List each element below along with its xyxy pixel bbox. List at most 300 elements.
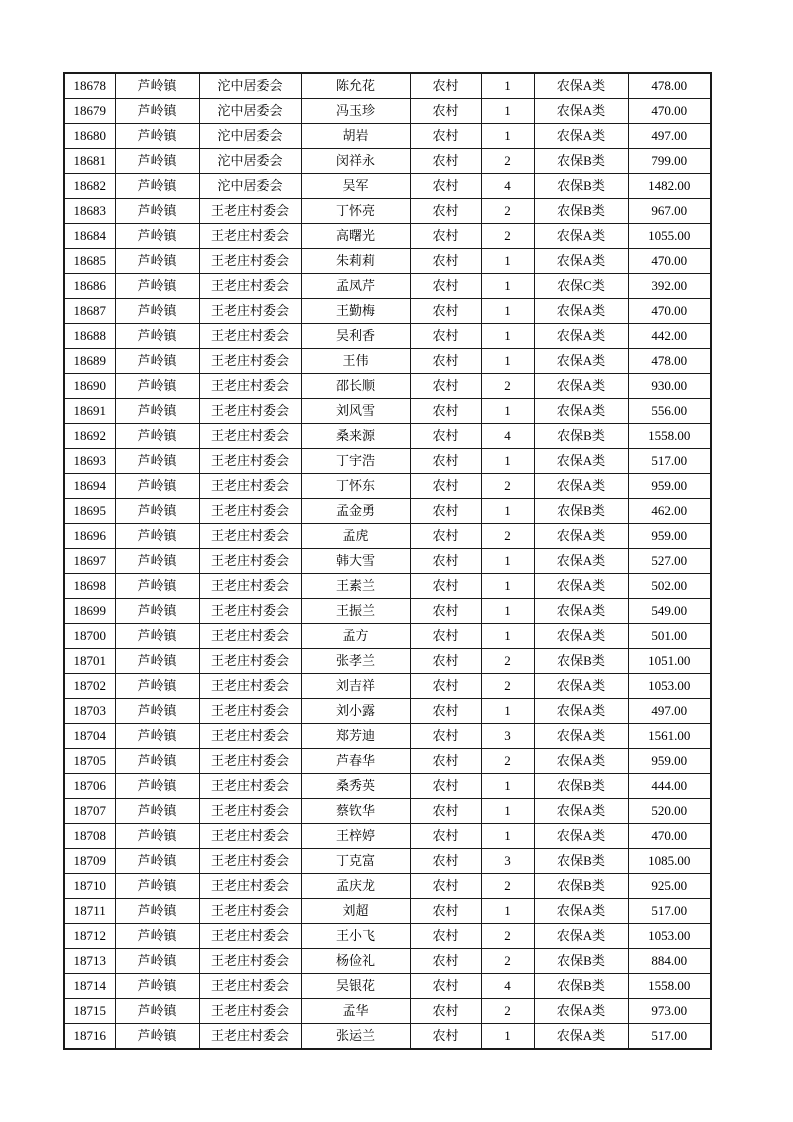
- cell-sequence-number: 18701: [64, 649, 115, 674]
- cell-person-name: 韩大雪: [301, 549, 410, 574]
- table-row: [64, 899, 711, 924]
- cell-person-count: 1: [481, 599, 534, 624]
- cell-insurance-category: 农保A类: [534, 999, 628, 1024]
- cell-person-count: 2: [481, 924, 534, 949]
- cell-insurance-category: 农保A类: [534, 349, 628, 374]
- cell-person-count: 1: [481, 73, 534, 99]
- cell-person-count: 1: [481, 1024, 534, 1050]
- cell-sequence-number: 18696: [64, 524, 115, 549]
- cell-amount: 1085.00: [628, 849, 711, 874]
- cell-residence-type: 农村: [410, 749, 481, 774]
- table-row: [64, 924, 711, 949]
- cell-village-committee: 王老庄村委会: [199, 699, 301, 724]
- cell-town: 芦岭镇: [115, 499, 199, 524]
- cell-amount: 497.00: [628, 699, 711, 724]
- cell-sequence-number: 18678: [64, 73, 115, 99]
- cell-person-count: 1: [481, 574, 534, 599]
- cell-insurance-category: 农保A类: [534, 724, 628, 749]
- cell-village-committee: 王老庄村委会: [199, 324, 301, 349]
- cell-village-committee: 王老庄村委会: [199, 724, 301, 749]
- cell-amount: 501.00: [628, 624, 711, 649]
- cell-insurance-category: 农保A类: [534, 1024, 628, 1050]
- cell-person-name: 刘超: [301, 899, 410, 924]
- cell-town: 芦岭镇: [115, 599, 199, 624]
- cell-town: 芦岭镇: [115, 749, 199, 774]
- cell-person-name: 邵长顺: [301, 374, 410, 399]
- cell-person-count: 1: [481, 774, 534, 799]
- cell-person-name: 孟方: [301, 624, 410, 649]
- cell-amount: 973.00: [628, 999, 711, 1024]
- cell-village-committee: 王老庄村委会: [199, 924, 301, 949]
- cell-person-name: 刘吉祥: [301, 674, 410, 699]
- cell-amount: 502.00: [628, 574, 711, 599]
- cell-amount: 442.00: [628, 324, 711, 349]
- cell-person-name: 陈允花: [301, 73, 410, 99]
- cell-insurance-category: 农保A类: [534, 699, 628, 724]
- cell-town: 芦岭镇: [115, 899, 199, 924]
- cell-person-count: 1: [481, 499, 534, 524]
- cell-person-count: 2: [481, 649, 534, 674]
- cell-insurance-category: 农保A类: [534, 524, 628, 549]
- cell-sequence-number: 18695: [64, 499, 115, 524]
- table-row: [64, 449, 711, 474]
- cell-sequence-number: 18680: [64, 124, 115, 149]
- cell-person-name: 蔡钦华: [301, 799, 410, 824]
- cell-insurance-category: 农保A类: [534, 799, 628, 824]
- cell-residence-type: 农村: [410, 99, 481, 124]
- cell-person-count: 1: [481, 624, 534, 649]
- cell-residence-type: 农村: [410, 674, 481, 699]
- cell-residence-type: 农村: [410, 849, 481, 874]
- cell-sequence-number: 18715: [64, 999, 115, 1024]
- table-row: [64, 974, 711, 999]
- cell-town: 芦岭镇: [115, 224, 199, 249]
- cell-residence-type: 农村: [410, 349, 481, 374]
- cell-residence-type: 农村: [410, 524, 481, 549]
- cell-insurance-category: 农保B类: [534, 199, 628, 224]
- cell-insurance-category: 农保A类: [534, 374, 628, 399]
- cell-amount: 967.00: [628, 199, 711, 224]
- cell-residence-type: 农村: [410, 899, 481, 924]
- cell-person-count: 1: [481, 799, 534, 824]
- cell-residence-type: 农村: [410, 449, 481, 474]
- cell-residence-type: 农村: [410, 224, 481, 249]
- cell-residence-type: 农村: [410, 499, 481, 524]
- cell-insurance-category: 农保B类: [534, 774, 628, 799]
- cell-person-name: 王勤梅: [301, 299, 410, 324]
- table-row: [64, 73, 711, 99]
- cell-town: 芦岭镇: [115, 549, 199, 574]
- cell-amount: 462.00: [628, 499, 711, 524]
- cell-person-count: 1: [481, 299, 534, 324]
- cell-town: 芦岭镇: [115, 374, 199, 399]
- cell-amount: 959.00: [628, 474, 711, 499]
- cell-village-committee: 王老庄村委会: [199, 449, 301, 474]
- cell-insurance-category: 农保A类: [534, 99, 628, 124]
- table-row: [64, 474, 711, 499]
- cell-insurance-category: 农保A类: [534, 449, 628, 474]
- cell-town: 芦岭镇: [115, 524, 199, 549]
- cell-amount: 556.00: [628, 399, 711, 424]
- cell-person-count: 2: [481, 374, 534, 399]
- cell-insurance-category: 农保A类: [534, 124, 628, 149]
- cell-person-name: 孟庆龙: [301, 874, 410, 899]
- cell-village-committee: 王老庄村委会: [199, 499, 301, 524]
- cell-residence-type: 农村: [410, 124, 481, 149]
- cell-person-count: 2: [481, 524, 534, 549]
- cell-insurance-category: 农保A类: [534, 624, 628, 649]
- cell-person-name: 桑来源: [301, 424, 410, 449]
- cell-residence-type: 农村: [410, 624, 481, 649]
- cell-town: 芦岭镇: [115, 674, 199, 699]
- cell-residence-type: 农村: [410, 374, 481, 399]
- cell-sequence-number: 18700: [64, 624, 115, 649]
- cell-person-count: 1: [481, 274, 534, 299]
- cell-sequence-number: 18682: [64, 174, 115, 199]
- cell-village-committee: 王老庄村委会: [199, 874, 301, 899]
- cell-insurance-category: 农保B类: [534, 499, 628, 524]
- table-row: [64, 999, 711, 1024]
- cell-town: 芦岭镇: [115, 73, 199, 99]
- cell-person-count: 4: [481, 174, 534, 199]
- cell-residence-type: 农村: [410, 474, 481, 499]
- cell-sequence-number: 18686: [64, 274, 115, 299]
- table-row: [64, 649, 711, 674]
- table-row: [64, 774, 711, 799]
- table-row: [64, 374, 711, 399]
- cell-insurance-category: 农保A类: [534, 73, 628, 99]
- cell-amount: 1558.00: [628, 424, 711, 449]
- cell-insurance-category: 农保B类: [534, 174, 628, 199]
- cell-person-name: 王伟: [301, 349, 410, 374]
- cell-person-count: 2: [481, 949, 534, 974]
- cell-insurance-category: 农保A类: [534, 924, 628, 949]
- cell-person-name: 张孝兰: [301, 649, 410, 674]
- cell-village-committee: 王老庄村委会: [199, 374, 301, 399]
- cell-person-name: 丁克富: [301, 849, 410, 874]
- cell-insurance-category: 农保B类: [534, 849, 628, 874]
- table-row: [64, 349, 711, 374]
- cell-village-committee: 王老庄村委会: [199, 824, 301, 849]
- cell-residence-type: 农村: [410, 324, 481, 349]
- table-row: [64, 574, 711, 599]
- cell-insurance-category: 农保B类: [534, 424, 628, 449]
- cell-amount: 478.00: [628, 73, 711, 99]
- cell-village-committee: 沱中居委会: [199, 174, 301, 199]
- cell-person-name: 王振兰: [301, 599, 410, 624]
- cell-insurance-category: 农保B类: [534, 949, 628, 974]
- cell-person-count: 1: [481, 399, 534, 424]
- cell-sequence-number: 18684: [64, 224, 115, 249]
- cell-village-committee: 王老庄村委会: [199, 799, 301, 824]
- table-body: [64, 73, 711, 1049]
- cell-residence-type: 农村: [410, 649, 481, 674]
- cell-insurance-category: 农保A类: [534, 399, 628, 424]
- cell-amount: 470.00: [628, 99, 711, 124]
- table-row: [64, 399, 711, 424]
- cell-village-committee: 王老庄村委会: [199, 999, 301, 1024]
- cell-residence-type: 农村: [410, 599, 481, 624]
- cell-person-name: 胡岩: [301, 124, 410, 149]
- table-row: [64, 624, 711, 649]
- cell-amount: 549.00: [628, 599, 711, 624]
- table-row: [64, 874, 711, 899]
- cell-person-name: 孟华: [301, 999, 410, 1024]
- cell-town: 芦岭镇: [115, 624, 199, 649]
- cell-sequence-number: 18679: [64, 99, 115, 124]
- cell-sequence-number: 18691: [64, 399, 115, 424]
- cell-person-name: 吴军: [301, 174, 410, 199]
- cell-village-committee: 王老庄村委会: [199, 674, 301, 699]
- cell-person-name: 朱莉莉: [301, 249, 410, 274]
- cell-person-name: 郑芳迪: [301, 724, 410, 749]
- cell-person-count: 1: [481, 824, 534, 849]
- cell-person-count: 2: [481, 999, 534, 1024]
- cell-person-name: 王梓婷: [301, 824, 410, 849]
- cell-residence-type: 农村: [410, 1024, 481, 1050]
- cell-person-count: 2: [481, 149, 534, 174]
- table-row: [64, 674, 711, 699]
- cell-person-count: 1: [481, 699, 534, 724]
- cell-residence-type: 农村: [410, 799, 481, 824]
- cell-sequence-number: 18694: [64, 474, 115, 499]
- table-row: [64, 199, 711, 224]
- cell-town: 芦岭镇: [115, 699, 199, 724]
- cell-village-committee: 王老庄村委会: [199, 524, 301, 549]
- cell-amount: 1051.00: [628, 649, 711, 674]
- cell-residence-type: 农村: [410, 724, 481, 749]
- cell-residence-type: 农村: [410, 699, 481, 724]
- cell-person-count: 4: [481, 974, 534, 999]
- cell-amount: 520.00: [628, 799, 711, 824]
- cell-amount: 959.00: [628, 749, 711, 774]
- cell-sequence-number: 18716: [64, 1024, 115, 1050]
- cell-insurance-category: 农保A类: [534, 824, 628, 849]
- cell-insurance-category: 农保A类: [534, 299, 628, 324]
- table-row: [64, 724, 711, 749]
- cell-village-committee: 王老庄村委会: [199, 974, 301, 999]
- cell-amount: 925.00: [628, 874, 711, 899]
- table-row: [64, 224, 711, 249]
- cell-person-count: 4: [481, 424, 534, 449]
- cell-sequence-number: 18685: [64, 249, 115, 274]
- cell-amount: 517.00: [628, 449, 711, 474]
- cell-residence-type: 农村: [410, 299, 481, 324]
- cell-sequence-number: 18692: [64, 424, 115, 449]
- cell-village-committee: 沱中居委会: [199, 99, 301, 124]
- cell-sequence-number: 18710: [64, 874, 115, 899]
- cell-sequence-number: 18697: [64, 549, 115, 574]
- cell-sequence-number: 18708: [64, 824, 115, 849]
- cell-residence-type: 农村: [410, 149, 481, 174]
- cell-village-committee: 沱中居委会: [199, 124, 301, 149]
- table-row: [64, 299, 711, 324]
- cell-sequence-number: 18707: [64, 799, 115, 824]
- cell-insurance-category: 农保A类: [534, 249, 628, 274]
- cell-amount: 1053.00: [628, 674, 711, 699]
- cell-residence-type: 农村: [410, 574, 481, 599]
- cell-sequence-number: 18709: [64, 849, 115, 874]
- cell-person-name: 刘风雪: [301, 399, 410, 424]
- cell-residence-type: 农村: [410, 199, 481, 224]
- cell-village-committee: 王老庄村委会: [199, 749, 301, 774]
- cell-amount: 517.00: [628, 1024, 711, 1050]
- cell-village-committee: 沱中居委会: [199, 73, 301, 99]
- cell-person-count: 1: [481, 249, 534, 274]
- cell-village-committee: 王老庄村委会: [199, 199, 301, 224]
- cell-insurance-category: 农保B类: [534, 874, 628, 899]
- cell-town: 芦岭镇: [115, 849, 199, 874]
- cell-person-count: 2: [481, 224, 534, 249]
- cell-village-committee: 王老庄村委会: [199, 349, 301, 374]
- table-row: [64, 424, 711, 449]
- table-row: [64, 1024, 711, 1050]
- cell-insurance-category: 农保A类: [534, 574, 628, 599]
- cell-amount: 799.00: [628, 149, 711, 174]
- cell-sequence-number: 18712: [64, 924, 115, 949]
- cell-village-committee: 王老庄村委会: [199, 299, 301, 324]
- cell-town: 芦岭镇: [115, 774, 199, 799]
- cell-town: 芦岭镇: [115, 324, 199, 349]
- cell-village-committee: 王老庄村委会: [199, 224, 301, 249]
- cell-person-count: 2: [481, 674, 534, 699]
- cell-sequence-number: 18683: [64, 199, 115, 224]
- cell-residence-type: 农村: [410, 999, 481, 1024]
- cell-town: 芦岭镇: [115, 199, 199, 224]
- table-row: [64, 274, 711, 299]
- cell-person-name: 丁怀东: [301, 474, 410, 499]
- cell-sequence-number: 18711: [64, 899, 115, 924]
- cell-person-name: 王素兰: [301, 574, 410, 599]
- cell-residence-type: 农村: [410, 274, 481, 299]
- cell-sequence-number: 18705: [64, 749, 115, 774]
- table-row: [64, 99, 711, 124]
- cell-residence-type: 农村: [410, 249, 481, 274]
- cell-village-committee: 王老庄村委会: [199, 574, 301, 599]
- cell-insurance-category: 农保A类: [534, 599, 628, 624]
- cell-residence-type: 农村: [410, 949, 481, 974]
- cell-sequence-number: 18702: [64, 674, 115, 699]
- cell-town: 芦岭镇: [115, 999, 199, 1024]
- cell-amount: 470.00: [628, 249, 711, 274]
- table-row: [64, 499, 711, 524]
- cell-person-name: 桑秀英: [301, 774, 410, 799]
- cell-amount: 517.00: [628, 899, 711, 924]
- cell-insurance-category: 农保A类: [534, 474, 628, 499]
- cell-town: 芦岭镇: [115, 349, 199, 374]
- cell-person-count: 3: [481, 849, 534, 874]
- cell-village-committee: 王老庄村委会: [199, 949, 301, 974]
- cell-person-name: 孟金勇: [301, 499, 410, 524]
- table-row: [64, 799, 711, 824]
- cell-person-count: 1: [481, 324, 534, 349]
- cell-amount: 1055.00: [628, 224, 711, 249]
- cell-town: 芦岭镇: [115, 424, 199, 449]
- cell-person-count: 1: [481, 449, 534, 474]
- cell-residence-type: 农村: [410, 174, 481, 199]
- cell-person-name: 高曙光: [301, 224, 410, 249]
- cell-person-name: 张运兰: [301, 1024, 410, 1050]
- cell-insurance-category: 农保B类: [534, 649, 628, 674]
- cell-town: 芦岭镇: [115, 249, 199, 274]
- cell-person-name: 冯玉珍: [301, 99, 410, 124]
- cell-person-count: 2: [481, 199, 534, 224]
- cell-person-name: 刘小露: [301, 699, 410, 724]
- cell-person-name: 芦春华: [301, 749, 410, 774]
- cell-person-count: 1: [481, 349, 534, 374]
- cell-village-committee: 王老庄村委会: [199, 849, 301, 874]
- cell-person-name: 丁怀亮: [301, 199, 410, 224]
- cell-person-count: 1: [481, 99, 534, 124]
- cell-sequence-number: 18689: [64, 349, 115, 374]
- cell-amount: 930.00: [628, 374, 711, 399]
- table-row: [64, 599, 711, 624]
- cell-person-count: 1: [481, 124, 534, 149]
- cell-amount: 1561.00: [628, 724, 711, 749]
- cell-sequence-number: 18690: [64, 374, 115, 399]
- table-row: [64, 849, 711, 874]
- cell-town: 芦岭镇: [115, 149, 199, 174]
- cell-town: 芦岭镇: [115, 949, 199, 974]
- cell-sequence-number: 18681: [64, 149, 115, 174]
- cell-sequence-number: 18714: [64, 974, 115, 999]
- cell-village-committee: 王老庄村委会: [199, 774, 301, 799]
- cell-town: 芦岭镇: [115, 724, 199, 749]
- cell-village-committee: 王老庄村委会: [199, 624, 301, 649]
- cell-person-count: 1: [481, 549, 534, 574]
- cell-amount: 884.00: [628, 949, 711, 974]
- cell-residence-type: 农村: [410, 424, 481, 449]
- cell-village-committee: 王老庄村委会: [199, 399, 301, 424]
- cell-town: 芦岭镇: [115, 924, 199, 949]
- benefit-table: [63, 72, 712, 1050]
- cell-sequence-number: 18704: [64, 724, 115, 749]
- cell-village-committee: 王老庄村委会: [199, 1024, 301, 1050]
- cell-town: 芦岭镇: [115, 799, 199, 824]
- cell-sequence-number: 18699: [64, 599, 115, 624]
- cell-sequence-number: 18706: [64, 774, 115, 799]
- cell-town: 芦岭镇: [115, 449, 199, 474]
- cell-village-committee: 王老庄村委会: [199, 549, 301, 574]
- cell-town: 芦岭镇: [115, 649, 199, 674]
- cell-person-name: 王小飞: [301, 924, 410, 949]
- cell-person-count: 2: [481, 749, 534, 774]
- cell-village-committee: 沱中居委会: [199, 149, 301, 174]
- cell-person-name: 闵祥永: [301, 149, 410, 174]
- cell-person-count: 2: [481, 874, 534, 899]
- cell-sequence-number: 18688: [64, 324, 115, 349]
- cell-amount: 1558.00: [628, 974, 711, 999]
- cell-town: 芦岭镇: [115, 274, 199, 299]
- table-row: [64, 149, 711, 174]
- cell-amount: 444.00: [628, 774, 711, 799]
- cell-amount: 527.00: [628, 549, 711, 574]
- cell-person-name: 丁宇浩: [301, 449, 410, 474]
- cell-town: 芦岭镇: [115, 874, 199, 899]
- cell-sequence-number: 18703: [64, 699, 115, 724]
- cell-insurance-category: 农保A类: [534, 674, 628, 699]
- cell-insurance-category: 农保A类: [534, 899, 628, 924]
- cell-person-count: 1: [481, 899, 534, 924]
- cell-village-committee: 王老庄村委会: [199, 899, 301, 924]
- cell-town: 芦岭镇: [115, 824, 199, 849]
- cell-person-count: 3: [481, 724, 534, 749]
- cell-residence-type: 农村: [410, 824, 481, 849]
- cell-village-committee: 王老庄村委会: [199, 599, 301, 624]
- cell-town: 芦岭镇: [115, 474, 199, 499]
- cell-amount: 497.00: [628, 124, 711, 149]
- cell-village-committee: 王老庄村委会: [199, 649, 301, 674]
